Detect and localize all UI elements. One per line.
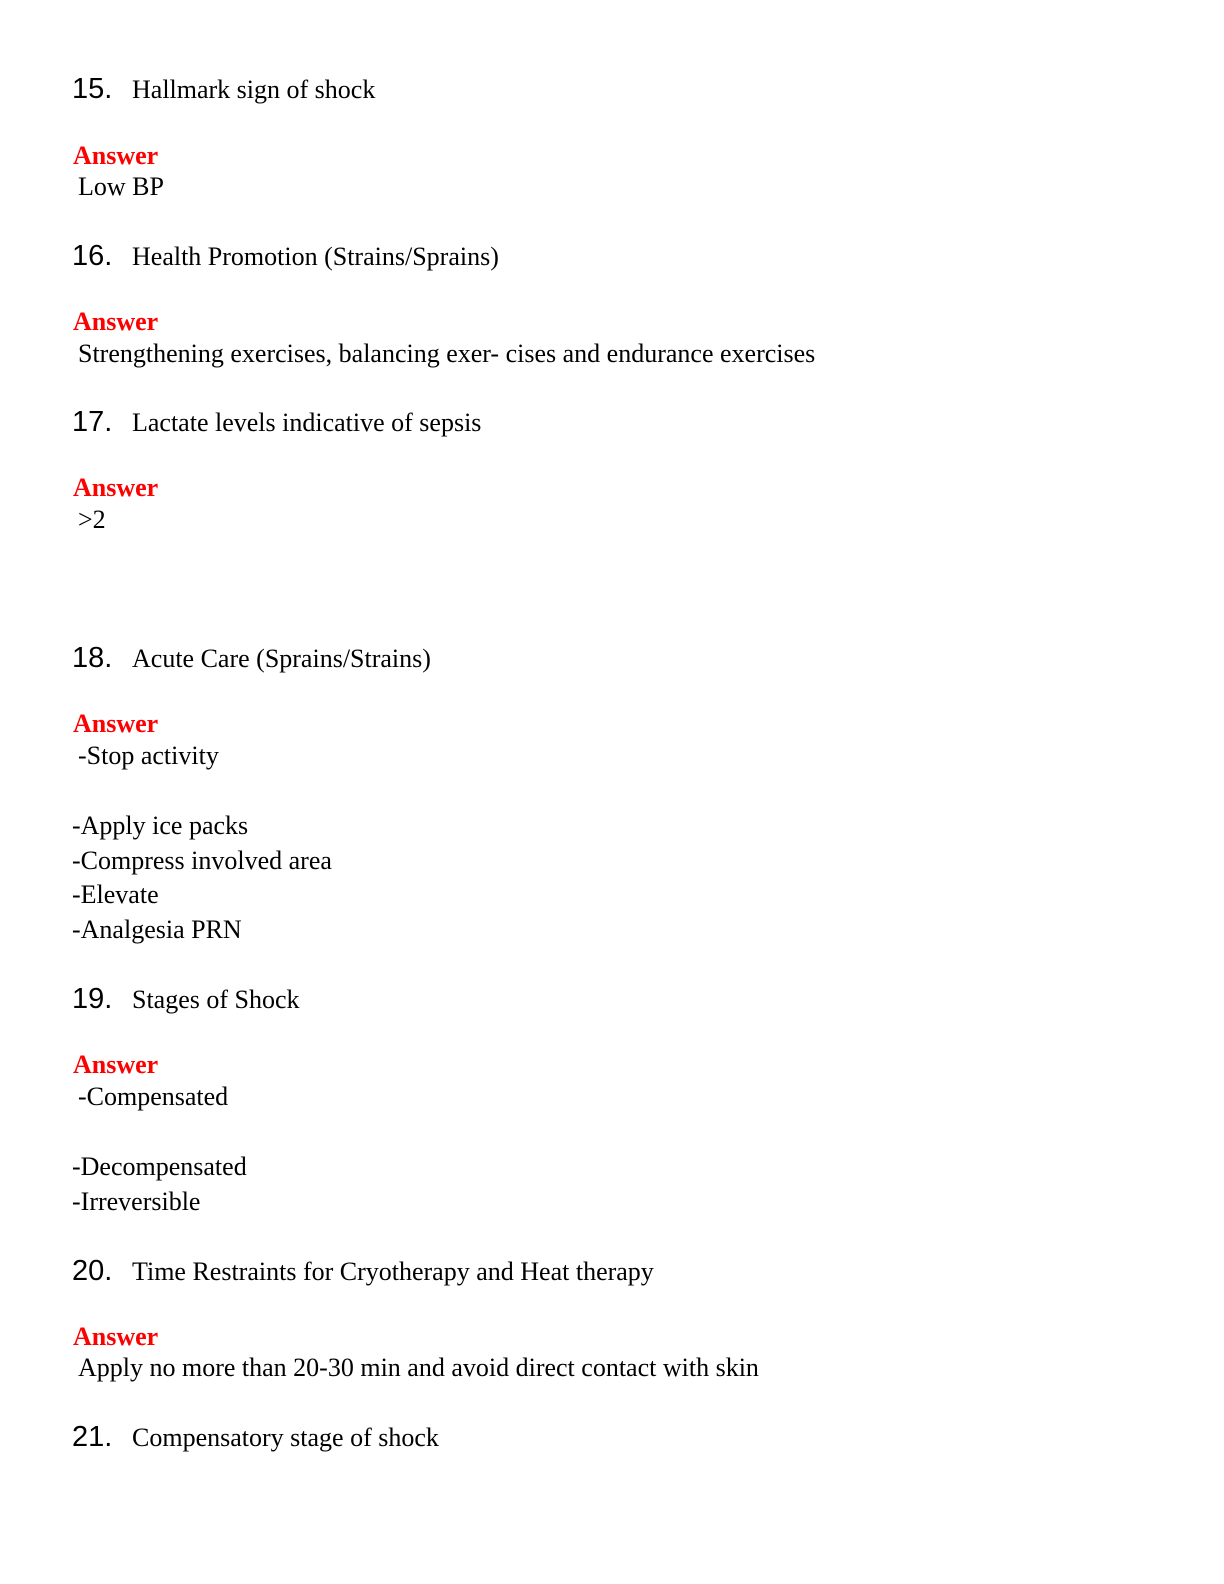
answer-label: Answer: [73, 473, 159, 502]
question-text: Health Promotion (Strains/Sprains): [132, 242, 499, 271]
question-text: Hallmark sign of shock: [132, 75, 376, 104]
question-text: Compensatory stage of shock: [132, 1423, 439, 1452]
answer-line: Apply no more than 20-30 min and avoid direct contact with skin: [78, 1353, 759, 1382]
question-number: 16.: [72, 240, 113, 272]
answer-line: Strengthening exercises, balancing exer- cises and endurance exercises: [78, 339, 816, 368]
question-number: 19.: [72, 983, 113, 1015]
question-15: [72, 73, 375, 106]
answer-line: -Analgesia PRN: [72, 915, 242, 944]
question-21: [72, 1421, 439, 1454]
question-number: 17.: [72, 406, 113, 438]
question-18: [72, 642, 431, 675]
answer-label: Answer: [73, 709, 159, 738]
answer-line: Low BP: [78, 172, 164, 201]
answer-line: -Irreversible: [72, 1187, 201, 1216]
question-19: [72, 983, 300, 1016]
question-text: Time Restraints for Cryotherapy and Heat therapy: [132, 1257, 654, 1286]
answer-line: -Apply ice packs: [72, 811, 249, 840]
answer-label: Answer: [73, 307, 159, 336]
answer-label: Answer: [73, 141, 159, 170]
question-text: Acute Care (Sprains/Strains): [132, 644, 431, 673]
answer-line: -Decompensated: [72, 1152, 247, 1181]
question-text: Lactate levels indicative of sepsis: [132, 408, 482, 437]
question-number: 20.: [72, 1255, 113, 1287]
question-16: [72, 240, 499, 273]
answer-line: >2: [78, 505, 106, 534]
question-number: 18.: [72, 642, 113, 674]
answer-label: Answer: [73, 1322, 159, 1351]
answer-line: -Compensated: [78, 1082, 229, 1111]
question-text: Stages of Shock: [132, 985, 300, 1014]
answer-label: Answer: [73, 1050, 159, 1079]
question-17: [72, 406, 481, 439]
answer-line: -Elevate: [72, 880, 159, 909]
question-number: 15.: [72, 73, 113, 105]
question-number: 21.: [72, 1421, 113, 1453]
answer-line: -Stop activity: [78, 741, 219, 770]
question-20: [72, 1255, 654, 1288]
answer-line: -Compress involved area: [72, 846, 332, 875]
